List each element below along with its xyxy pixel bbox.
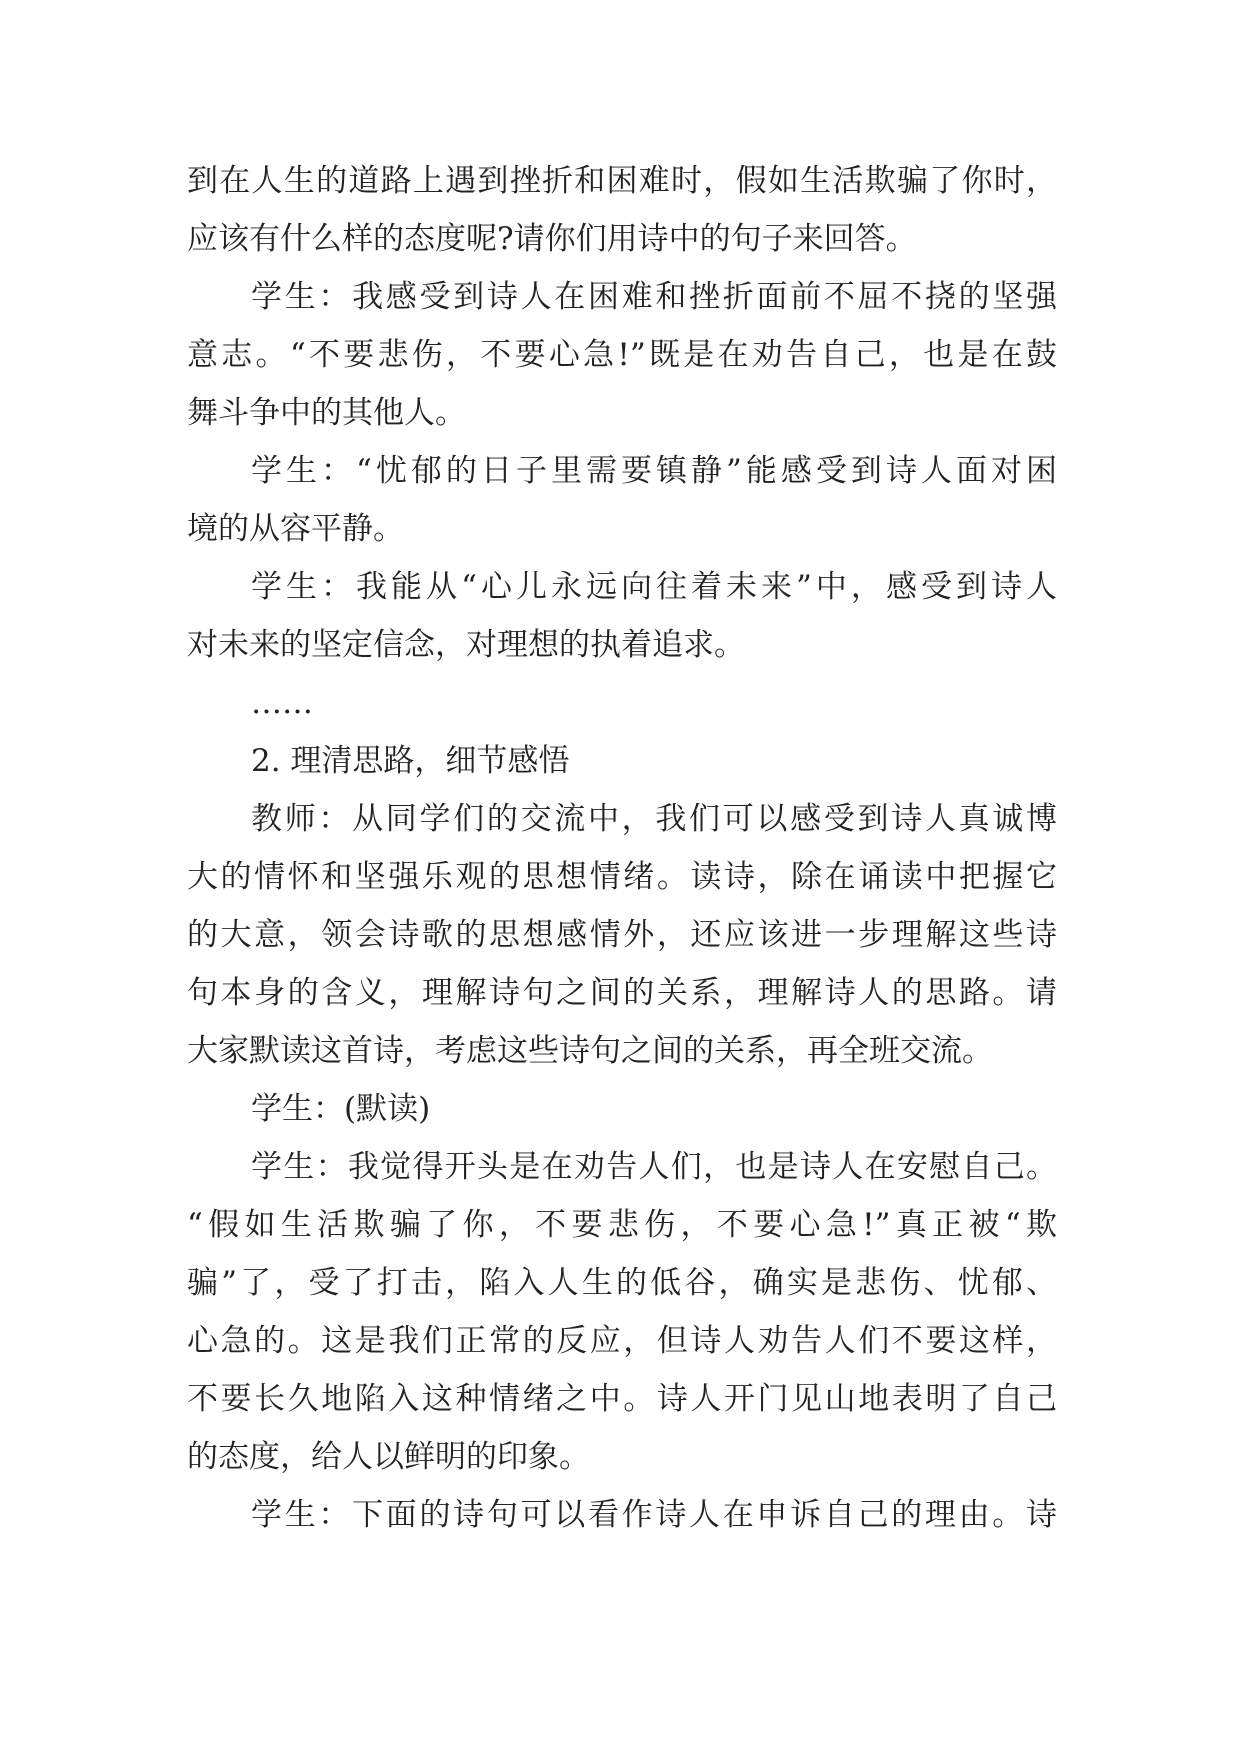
text-line: 学生：我能从“心儿永远向往着未来”中，感受到诗人 <box>251 569 1057 605</box>
text-line: 的态度，给人以鲜明的印象。 <box>187 1439 590 1475</box>
text-line: 到在人生的道路上遇到挫折和困难时，假如生活欺骗了你时， <box>187 163 1057 199</box>
text-line: 舞斗争中的其他人。 <box>187 395 466 431</box>
text-line: 学生：(默读) <box>251 1091 431 1127</box>
text-line: 学生：“忧郁的日子里需要镇静”能感受到诗人面对困 <box>251 453 1057 489</box>
document-page <box>187 152 1057 1544</box>
text-line: 教师：从同学们的交流中，我们可以感受到诗人真诚博 <box>251 801 1057 837</box>
text-line: 大家默读这首诗，考虑这些诗句之间的关系，再全班交流。 <box>187 1033 993 1069</box>
text-line: 句本身的含义，理解诗句之间的关系，理解诗人的思路。请 <box>187 975 1057 1011</box>
section-heading: 2. 理清思路，细节感悟 <box>251 743 570 779</box>
text-line: 的大意，领会诗歌的思想感情外，还应该进一步理解这些诗 <box>187 917 1057 953</box>
text-line: …… <box>251 685 313 721</box>
text-line: 学生：我觉得开头是在劝告人们，也是诗人在安慰自己。 <box>251 1149 1057 1185</box>
text-line: 意志。“不要悲伤，不要心急!”既是在劝告自己，也是在鼓 <box>187 337 1057 373</box>
text-line: “假如生活欺骗了你，不要悲伤，不要心急!”真正被“欺 <box>187 1207 1057 1243</box>
text-line: 学生：下面的诗句可以看作诗人在申诉自己的理由。诗 <box>251 1497 1057 1533</box>
text-line: 学生：我感受到诗人在困难和挫折面前不屈不挠的坚强 <box>251 279 1057 315</box>
text-line: 不要长久地陷入这种情绪之中。诗人开门见山地表明了自己 <box>187 1381 1057 1417</box>
text-line: 对未来的坚定信念，对理想的执着追求。 <box>187 627 745 663</box>
text-line: 境的从容平静。 <box>187 511 404 547</box>
text-line: 应该有什么样的态度呢?请你们用诗中的句子来回答。 <box>187 221 917 257</box>
text-line: 心急的。这是我们正常的反应，但诗人劝告人们不要这样， <box>187 1323 1057 1359</box>
text-line: 大的情怀和坚强乐观的思想情绪。读诗，除在诵读中把握它 <box>187 859 1057 895</box>
text-line: 骗”了，受了打击，陷入人生的低谷，确实是悲伤、忧郁、 <box>187 1265 1057 1301</box>
